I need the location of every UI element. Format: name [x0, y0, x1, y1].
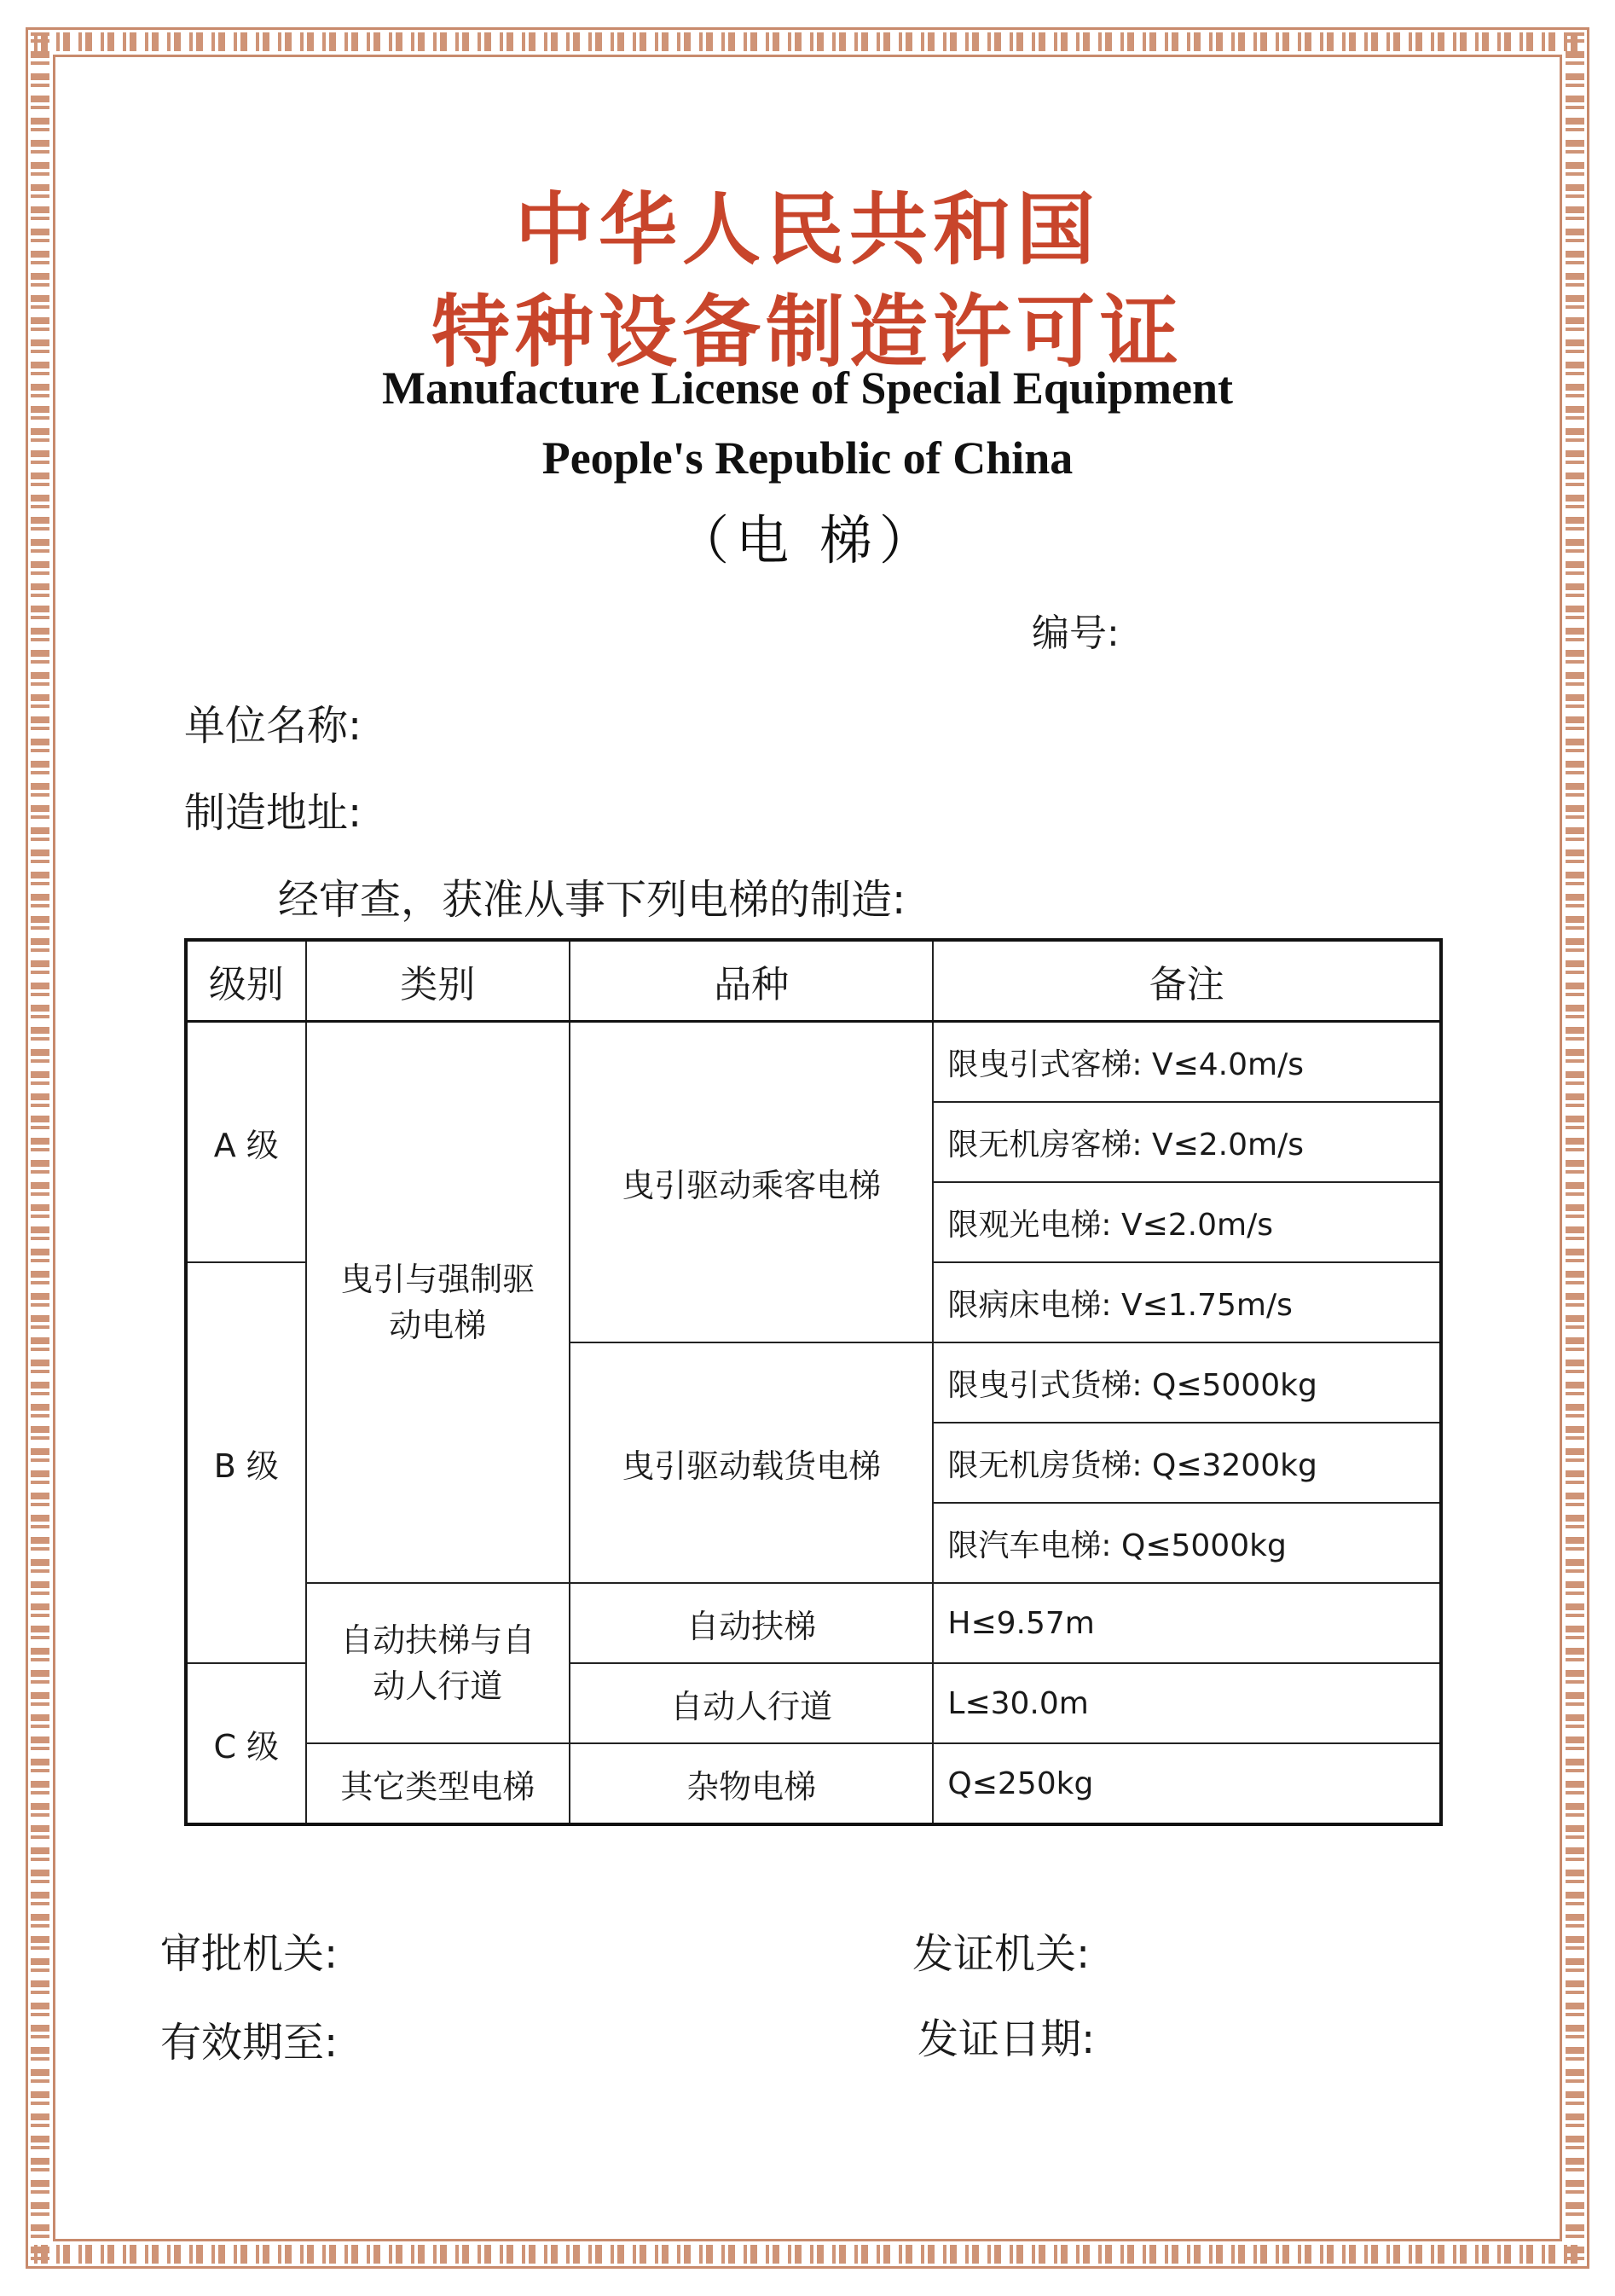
note-escalator: H≤9.57m [933, 1583, 1441, 1663]
title-cn-line1: 中华人民共和国 [514, 184, 1100, 275]
level-a: A 级 [186, 1022, 306, 1263]
issue-date-label: 发证日期: [917, 2015, 1096, 2063]
approval-authority-label: 审批机关: [160, 1930, 339, 1978]
issuing-authority-label: 发证机关: [912, 1930, 1091, 1978]
note-traction-freight: 限曳引式货梯: Q≤5000kg [933, 1342, 1441, 1423]
bottom-fret-band [31, 2245, 1584, 2264]
title-cn-line2: 特种设备制造许可证 [431, 287, 1184, 378]
level-c: C 级 [186, 1663, 306, 1824]
header-category: 类别 [306, 940, 570, 1022]
variety-dumbwaiter: 杂物电梯 [570, 1743, 934, 1824]
table-header-row [186, 940, 1441, 1022]
note-bed: 限病床电梯: V≤1.75m/s [933, 1262, 1441, 1342]
license-scope-table [184, 938, 1443, 1826]
note-observation: 限观光电梯: V≤2.0m/s [933, 1182, 1441, 1262]
header-level: 级别 [186, 940, 306, 1022]
title-en-line2: People's Republic of China [541, 432, 1074, 484]
level-b: B 级 [186, 1262, 306, 1663]
note-walkway: L≤30.0m [933, 1663, 1441, 1743]
category-other: 其它类型电梯 [306, 1743, 570, 1824]
number-label: 编号: [1032, 612, 1120, 655]
table-row [186, 1022, 1441, 1103]
category-escalator: 自动扶梯与自动人行道 [306, 1583, 570, 1743]
note-mrl-freight: 限无机房货梯: Q≤3200kg [933, 1423, 1441, 1503]
note-mrl-passenger: 限无机房客梯: V≤2.0m/s [933, 1102, 1441, 1182]
table-row [186, 1583, 1441, 1663]
table-row [186, 1743, 1441, 1824]
note-traction-passenger: 限曳引式客梯: V≤4.0m/s [933, 1022, 1441, 1103]
unit-name-label: 单位名称: [184, 702, 362, 750]
title-en-line1: Manufacture License of Special Equipment [382, 362, 1233, 414]
approval-statement: 经审查，获准从事下列电梯的制造: [278, 876, 906, 924]
category-traction: 曳引与强制驱动电梯 [306, 1022, 570, 1584]
variety-escalator: 自动扶梯 [570, 1583, 934, 1663]
header-notes: 备注 [933, 940, 1441, 1022]
address-label: 制造地址: [184, 789, 362, 837]
variety-walkway: 自动人行道 [570, 1663, 934, 1743]
variety-passenger: 曳引驱动乘客电梯 [570, 1022, 934, 1343]
variety-freight: 曳引驱动载货电梯 [570, 1342, 934, 1583]
header-variety: 品种 [570, 940, 934, 1022]
category-subtitle: （电 梯） [676, 509, 939, 571]
valid-until-label: 有效期至: [160, 2019, 339, 2067]
top-fret-band [31, 32, 1584, 51]
note-dumbwaiter: Q≤250kg [933, 1743, 1441, 1824]
note-car: 限汽车电梯: Q≤5000kg [933, 1503, 1441, 1583]
